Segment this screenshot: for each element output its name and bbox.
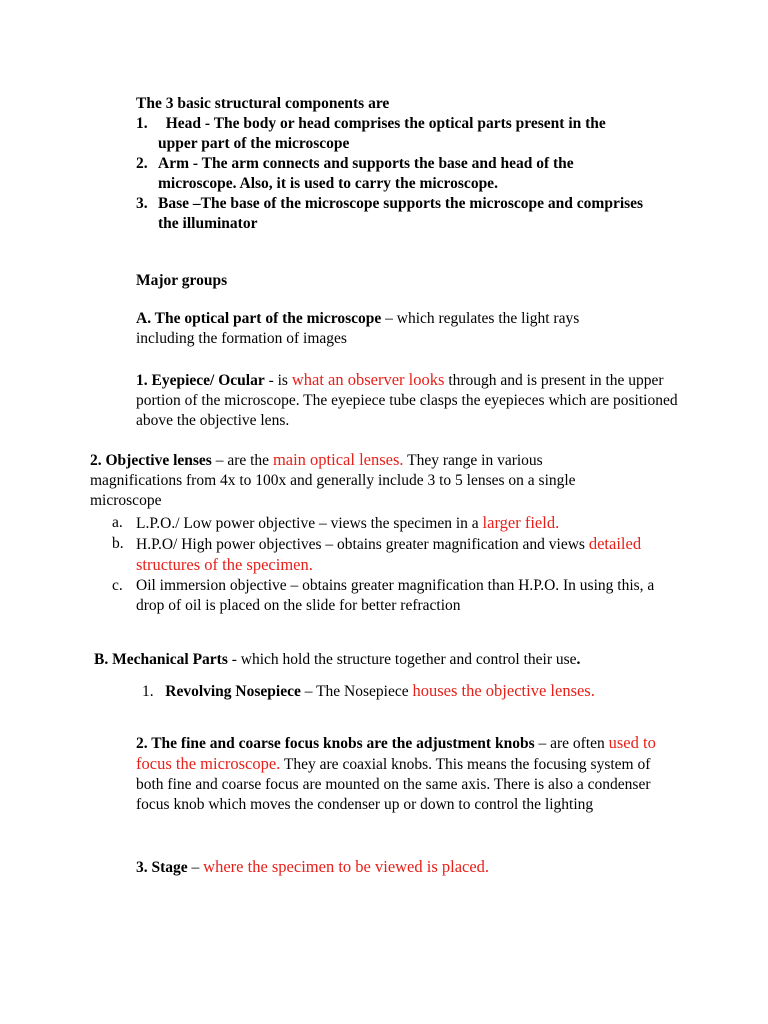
list-number: 1. [136, 115, 148, 132]
eyepiece-highlight: what an observer looks [291, 370, 445, 389]
list-item-text: Arm - The arm connects and supports the base and head of the microscope. Also, it is used to carry the microscope. [158, 155, 574, 192]
intro-heading: The 3 basic structural components are [136, 95, 390, 112]
eyepiece-section: 1. Eyepiece/ Ocular - is what an observer looks through and is present in the upper portion of the microscope. The eyepiece tube clasps the eyepieces which are positioned above the objective lens. [136, 370, 678, 429]
objective-highlight: main optical lenses. [272, 450, 404, 469]
stage-highlight: where the specimen to be viewed is placed. [203, 857, 490, 876]
list-letter: b. [112, 535, 124, 552]
structural-components-list [136, 114, 646, 234]
mechanical-title: B. Mechanical Parts [94, 651, 228, 668]
list-item [136, 194, 646, 234]
list-item [136, 114, 646, 154]
objective-sublist [112, 513, 672, 616]
list-item [112, 534, 672, 576]
focus-section: 2. The fine and coarse focus knobs are the adjustment knobs – are often used to focus the microscope. They are coaxial knobs. This means the focusing system of both fine and coarse focus are mounted on the same axis. There is also a condenser focus knob which moves the condenser up or down to control the lighting [136, 733, 656, 813]
list-item-text: Base –The base of the microscope supports the microscope and comprises the illuminator [158, 195, 644, 232]
lpo-highlight: larger field. [482, 513, 560, 532]
objective-title: 2. Objective lenses [90, 452, 212, 469]
list-item-text: L.P.O./ Low power objective – views the specimen in a larger field. [136, 513, 560, 532]
nosepiece-highlight: houses the objective lenses. [412, 681, 595, 700]
optical-section [136, 309, 636, 349]
optical-title: A. The optical part of the microscope [136, 310, 382, 327]
hpo-highlight: detailed structures of the specimen. [136, 534, 642, 574]
nosepiece-section: 1. Revolving Nosepiece – The Nosepiece houses the objective lenses. [142, 681, 595, 700]
list-letter: a. [112, 514, 123, 531]
stage-section: 3. Stage – where the specimen to be viewed is placed. [136, 857, 490, 876]
list-letter: c. [112, 577, 123, 594]
stage-title: 3. Stage [136, 859, 188, 876]
list-item [112, 513, 672, 534]
list-number: 3. [136, 195, 148, 212]
focus-title: 2. The fine and coarse focus knobs are the adjustment knobs [136, 735, 535, 752]
list-item-text: Head - The body or head comprises the optical parts present in the upper part of the microscope [158, 115, 606, 152]
list-number: 1. [142, 683, 154, 700]
eyepiece-title: 1. Eyepiece/ Ocular [136, 372, 265, 389]
mechanical-section: B. Mechanical Parts - which hold the structure together and control their use. [94, 651, 581, 668]
optical-desc: – which regulates the light rays including the formation of images [136, 310, 580, 347]
objective-section: 2. Objective lenses – are the main optical lenses. They range in various magnifications from 4x to 100x and generally include 3 to 5 lenses on a single microscope [90, 450, 576, 509]
list-item [112, 576, 666, 616]
list-item-text: Oil immersion objective – obtains greater magnification than H.P.O. In using this, a drop of oil is placed on the slide for better refraction [136, 577, 655, 614]
list-item-text: H.P.O/ High power objectives – obtains greater magnification and views detailed structures of the specimen. [136, 534, 642, 574]
focus-highlight: used to focus the microscope. [136, 733, 656, 773]
nosepiece-title: Revolving Nosepiece [165, 683, 301, 700]
list-number: 2. [136, 155, 148, 172]
mechanical-desc: - which hold the structure together and control their use [227, 651, 577, 668]
list-item [136, 154, 646, 194]
major-groups-heading: Major groups [136, 272, 228, 289]
